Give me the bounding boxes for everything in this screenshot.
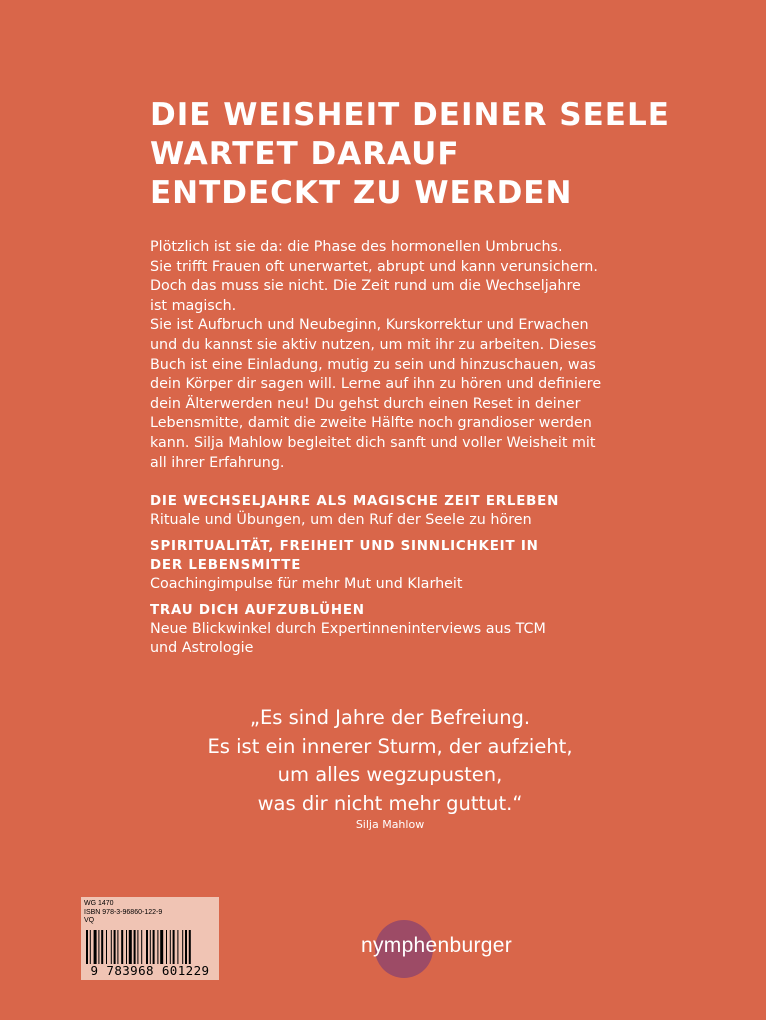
blurb-text [150,238,620,473]
quote-line: um alles wegzupusten, [277,763,503,786]
feature-desc-line: Coachingimpulse für mehr Mut und Klarheit [150,576,463,592]
isbn-barcode-box [81,897,219,980]
barcode-category: WG 1470 [84,900,114,907]
feature-item [150,601,630,658]
feature-item [150,492,630,530]
barcode-info [84,900,162,926]
author-quote [150,704,630,818]
quote-line: „Es sind Jahre der Befreiung. [249,706,531,729]
isbn-text: ISBN 978-3-96860-122-9 [84,908,163,916]
feature-description [150,511,630,530]
feature-title [150,492,630,511]
feature-desc-line: und Astrologie [150,640,254,656]
quote-author: Silja Mahlow [355,818,425,831]
blurb-line: Doch das muss sie nicht. Die Zeit rund um die Wechseljahre [150,278,581,295]
publisher-logo [355,920,555,980]
blurb-line: Sie ist Aufbruch und Neubeginn, Kurskorrektur und Erwachen [150,317,589,334]
feature-list [150,492,630,665]
feature-title [150,601,630,620]
feature-title [150,537,630,575]
blurb-line: all ihrer Erfahrung. [150,454,285,471]
feature-item [150,537,630,594]
blurb-line: ist magisch. [150,297,237,314]
feature-description [150,620,630,658]
blurb-line: kann. Silja Mahlow begleitet dich sanft und voller Weisheit mit [150,434,596,451]
barcode-digits: 9 783968 601229 [90,963,210,978]
feature-title-line: DER LEBENSMITTE [150,558,302,573]
headline-line: ENTDECKT ZU WERDEN [150,175,573,211]
blurb-line: Plötzlich ist sie da: die Phase des hormonellen Umbruchs. [150,239,563,255]
feature-title-line: DIE WECHSELJAHRE ALS MAGISCHE ZEIT ERLEBEN [150,494,560,509]
blurb-line: Lebensmitte, damit die zweite Hälfte noch grandioser werden [150,415,592,432]
headline-line: DIE WEISHEIT DEINER SEELE [150,97,670,133]
barcode-code: VQ [84,917,95,924]
blurb-line: und du kannst sie aktiv nutzen, um mit ihr zu arbeiten. Dieses [150,336,597,353]
quote-line: Es ist ein innerer Sturm, der aufzieht, [207,734,573,758]
blurb-line: dein Körper dir sagen will. Lerne auf ihn zu hören und definiere [150,376,602,393]
publisher-name: nymphenburger [361,934,512,957]
quote-line: was dir nicht mehr guttut.“ [257,791,523,815]
feature-title-line: SPIRITUALITÄT, FREIHEIT UND SINNLICHKEIT IN [150,539,539,554]
feature-description [150,575,630,594]
feature-title-line: TRAU DICH AUFZUBLÜHEN [150,603,365,618]
blurb-line: Sie trifft Frauen oft unerwartet, abrupt und kann verunsichern. [150,258,598,275]
blurb-line: dein Älterwerden neu! Du gehst durch einen Reset in deiner [150,395,581,412]
barcode-icon [84,930,216,964]
blurb-line: Buch ist eine Einladung, mutig zu sein und hinzuschauen, was [150,356,596,373]
feature-desc-line: Neue Blickwinkel durch Expertinneninterviews aus TCM [150,621,546,637]
feature-desc-line: Rituale und Übungen, um den Ruf der Seele zu hören [150,512,532,528]
headline [150,96,750,213]
headline-line: WARTET DARAUF [150,136,460,172]
